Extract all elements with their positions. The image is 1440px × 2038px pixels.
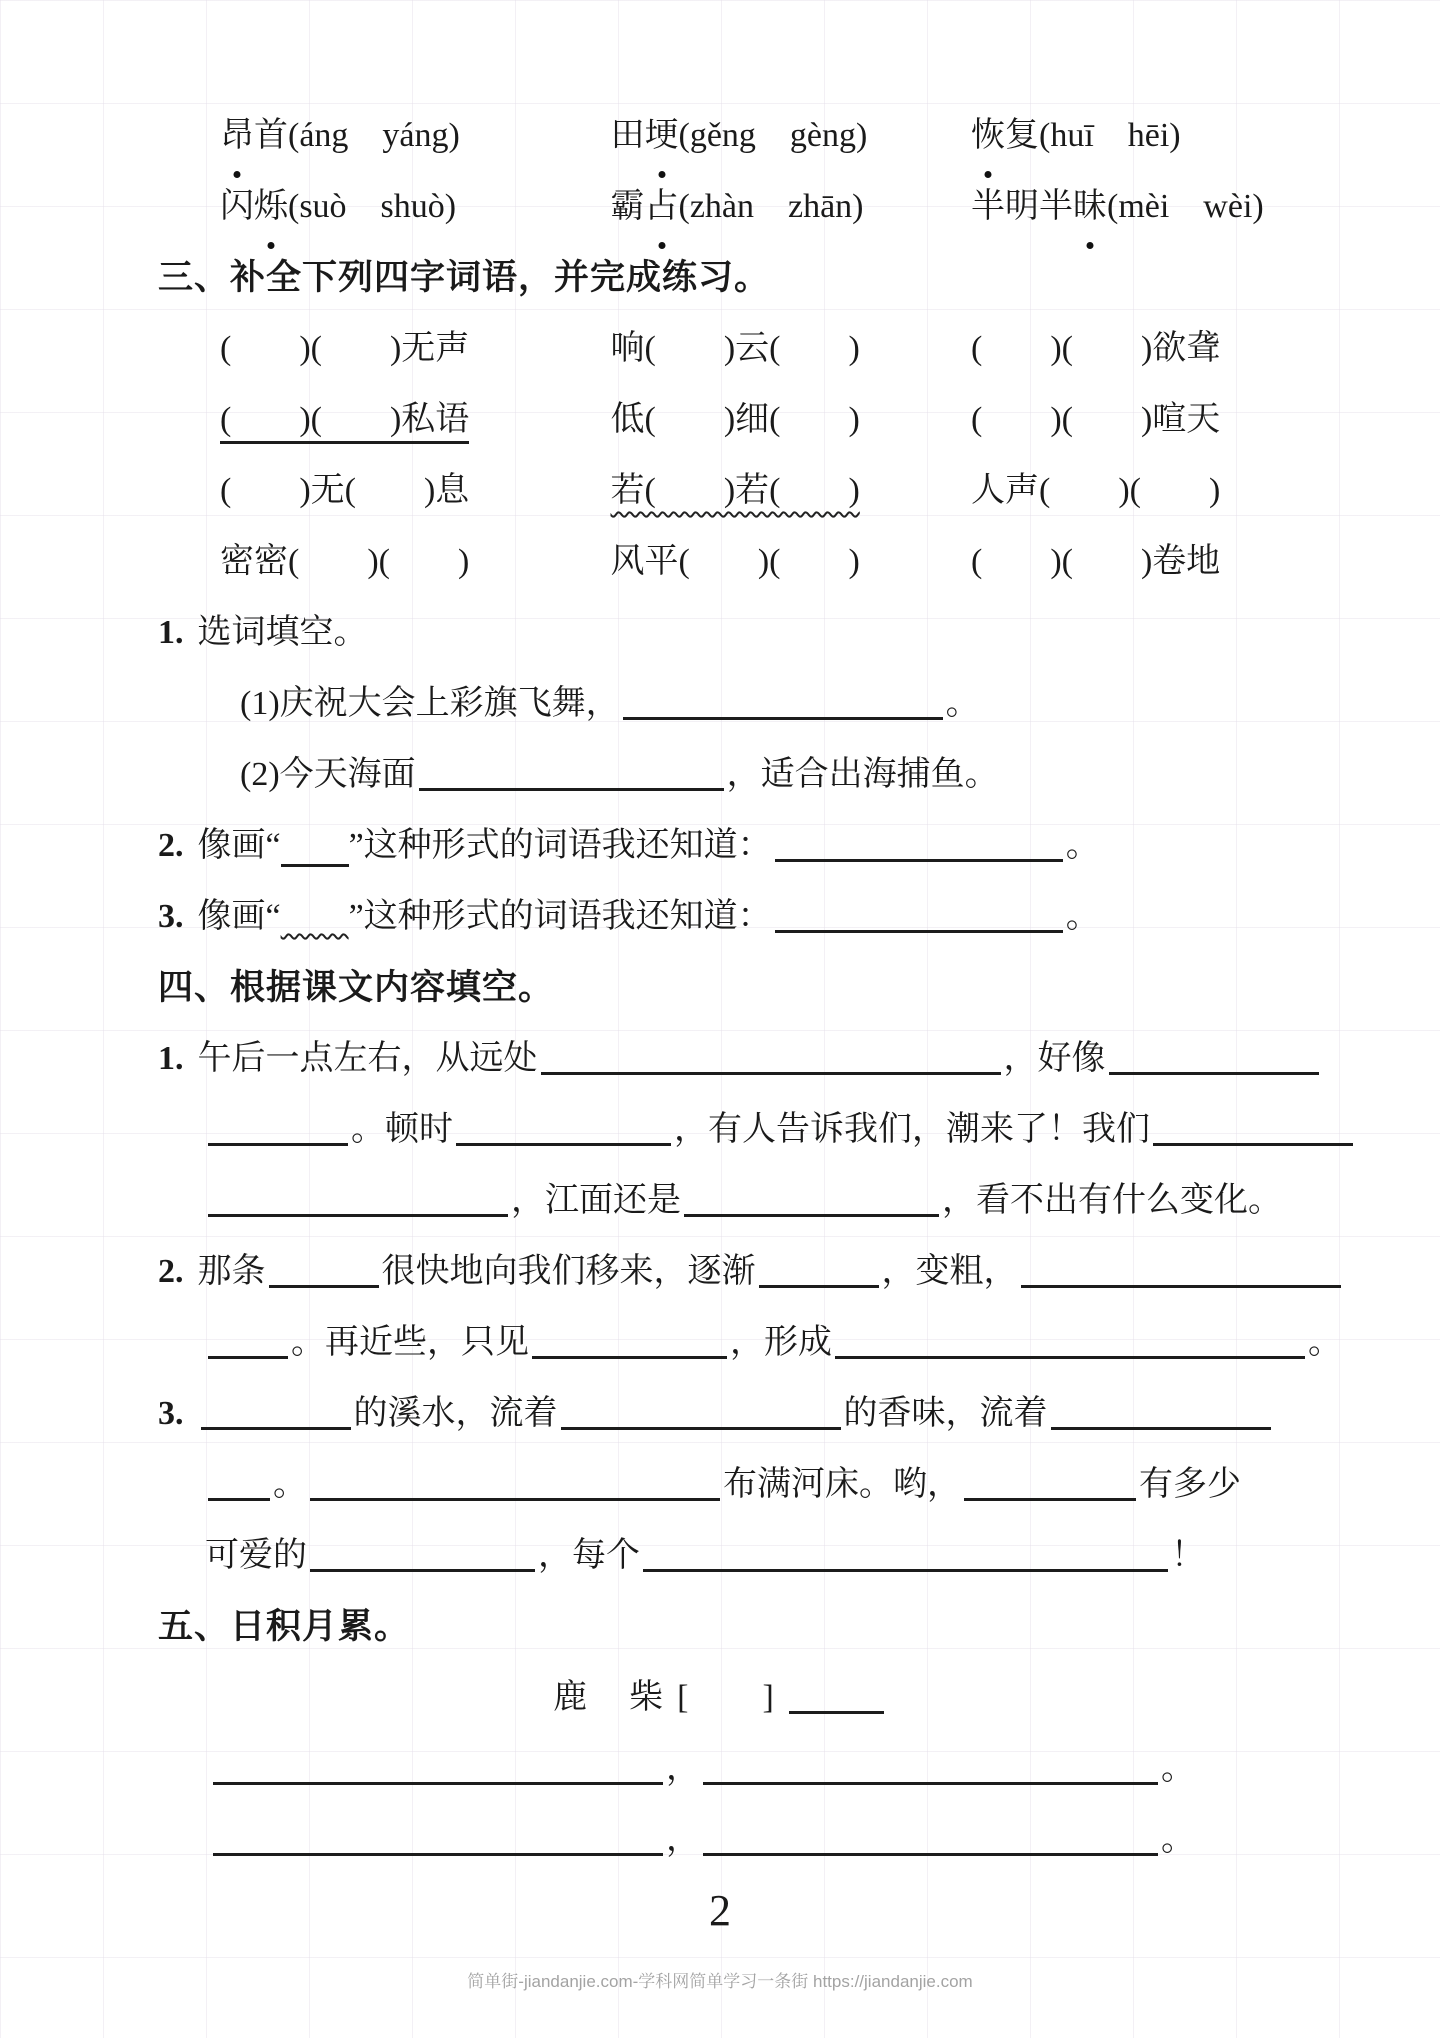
pinyin-item-text: 首(áng yáng) xyxy=(254,117,460,154)
word-cell-text: 风平( )( ) xyxy=(610,543,860,580)
question-1-item-1 xyxy=(0,668,1440,739)
answer-blank xyxy=(1051,1417,1271,1430)
sentence-text: ，每个 xyxy=(538,1537,640,1574)
verse-comma: ， xyxy=(666,1821,700,1858)
word-cell-text: 密密( )( ) xyxy=(220,543,470,580)
poem-author-brackets: [ ] xyxy=(677,1679,776,1716)
sentence-text: 。再近些，只见 xyxy=(291,1324,529,1361)
sentence-text: 。 xyxy=(273,1466,307,1503)
sentence-text: ，适合出海捕鱼。 xyxy=(726,756,999,793)
fill-item-3-line-3 xyxy=(0,1520,1440,1591)
word-cell xyxy=(971,384,1220,455)
word-cell-text: ( )无( )息 xyxy=(220,472,470,509)
section-3-heading xyxy=(0,242,1440,313)
question-3 xyxy=(0,881,1440,952)
question-1-item-2 xyxy=(0,739,1440,810)
sentence-text: 布满河床。哟， xyxy=(723,1466,961,1503)
answer-blank xyxy=(1021,1275,1341,1288)
word-cell-text: 响( )云( ) xyxy=(610,330,860,367)
answer-blank xyxy=(456,1133,671,1146)
section-5-heading-text: 五、日积月累。 xyxy=(158,1607,411,1646)
fill-item-2-line-2 xyxy=(0,1307,1440,1378)
word-cell-text: ( )( )欲聋 xyxy=(971,330,1221,367)
pinyin-choice-row-2 xyxy=(0,171,1440,242)
pinyin-item-text: (suò shuò) xyxy=(288,188,457,225)
pinyin-item xyxy=(611,171,963,242)
answer-blank xyxy=(775,849,1063,862)
answer-blank xyxy=(541,1062,1001,1075)
word-cell-text: ( )( )喧天 xyxy=(971,401,1221,438)
pinyin-choice-row-1 xyxy=(0,100,1440,171)
word-cell xyxy=(611,313,963,384)
answer-blank xyxy=(703,1843,1158,1856)
word-cell xyxy=(971,455,1220,526)
word-cell xyxy=(220,384,602,455)
poem-verse-line-2 xyxy=(0,1804,1440,1875)
pinyin-item xyxy=(220,171,602,242)
sentence-text: 可爱的 xyxy=(205,1537,307,1574)
question-number: 3. xyxy=(158,898,184,935)
footer-text: 简单街-jiandanjie.com-学科网简单学习一条街 https://jiandanjie.com xyxy=(467,1972,973,1991)
section-3-heading-text: 三、补全下列四字词语，并完成练习。 xyxy=(158,258,771,297)
sentence-text: ”这种形式的词语我还知道： xyxy=(348,827,772,864)
sentence-text: 。 xyxy=(945,685,980,722)
word-cell xyxy=(611,384,963,455)
word-grid-row-2 xyxy=(0,384,1440,455)
emphasis-dot-char: 烁 xyxy=(254,171,288,242)
sentence-text: 。 xyxy=(1308,1324,1342,1361)
answer-blank xyxy=(213,1772,663,1785)
pinyin-item xyxy=(971,100,1181,171)
answer-blank xyxy=(213,1843,663,1856)
question-number: 1. xyxy=(158,1040,184,1077)
pinyin-item-text: (zhàn zhān) xyxy=(678,188,864,225)
word-grid-row-1 xyxy=(0,313,1440,384)
question-number: 3. xyxy=(158,1395,184,1432)
page-number-text: 2 xyxy=(709,1886,731,1935)
sentence-text: 。 xyxy=(1065,898,1100,935)
wavy-line-sample xyxy=(281,898,349,935)
sentence-text: 的香味，流着 xyxy=(843,1395,1048,1432)
question-number: 2. xyxy=(158,1253,184,1290)
answer-blank xyxy=(964,1488,1136,1501)
answer-blank xyxy=(835,1346,1305,1359)
pinyin-item-text: (mèi wèi) xyxy=(1107,188,1264,225)
sentence-text: 的溪水，流着 xyxy=(353,1395,558,1432)
sentence-text: ，看不出有什么变化。 xyxy=(942,1182,1282,1219)
word-cell-text: ( )( )卷地 xyxy=(971,543,1221,580)
answer-blank xyxy=(623,707,943,720)
emphasis-dot-char: 昂 xyxy=(220,100,254,171)
pinyin-item-text: 田 xyxy=(610,117,645,154)
pinyin-item-text: (gěng gèng) xyxy=(678,117,868,154)
question-1-label xyxy=(0,597,1440,668)
fill-item-2-line-1 xyxy=(0,1236,1440,1307)
sentence-text: 有多少 xyxy=(1139,1466,1241,1503)
word-cell-text: ( )( )无声 xyxy=(220,330,470,367)
sentence-text: ！ xyxy=(1171,1537,1205,1574)
answer-blank xyxy=(1109,1062,1319,1075)
question-2 xyxy=(0,810,1440,881)
sentence-text: 很快地向我们移来，逐渐 xyxy=(381,1253,756,1290)
section-5-heading xyxy=(0,1591,1440,1662)
sentence-text: ，形成 xyxy=(730,1324,832,1361)
word-cell xyxy=(971,313,1220,384)
pinyin-item xyxy=(220,100,602,171)
answer-blank xyxy=(703,1772,1158,1785)
answer-blank xyxy=(208,1133,348,1146)
word-cell xyxy=(971,526,1220,597)
question-number: 1. xyxy=(158,614,184,651)
poem-verse-line-1 xyxy=(0,1733,1440,1804)
sentence-text: ”这种形式的词语我还知道： xyxy=(348,898,772,935)
word-cell-text-solid-underline: ( )( )私语 xyxy=(220,401,469,444)
question-number: 2. xyxy=(158,827,184,864)
word-cell xyxy=(220,455,602,526)
fill-item-1-line-2 xyxy=(0,1094,1440,1165)
answer-blank xyxy=(310,1559,535,1572)
answer-blank xyxy=(201,1417,351,1430)
sentence-text: ，有人告诉我们，潮来了！我们 xyxy=(674,1111,1150,1148)
pinyin-item xyxy=(971,171,1264,242)
pinyin-item-text: 复(huī hēi) xyxy=(1005,117,1181,154)
answer-blank xyxy=(532,1346,727,1359)
word-grid-row-3 xyxy=(0,455,1440,526)
question-text: 选词填空。 xyxy=(197,614,368,651)
section-4-heading-text: 四、根据课文内容填空。 xyxy=(158,968,555,1007)
word-cell-text: 人声( )( ) xyxy=(971,472,1221,509)
sentence-text: 。 xyxy=(1065,827,1100,864)
emphasis-dot-char: 恢 xyxy=(971,100,1005,171)
sentence-text: ，变粗， xyxy=(881,1253,1018,1290)
pinyin-item-text: 霸 xyxy=(610,188,645,225)
fill-item-3-line-1 xyxy=(0,1378,1440,1449)
answer-blank xyxy=(643,1559,1168,1572)
answer-blank xyxy=(684,1204,939,1217)
answer-blank xyxy=(775,920,1063,933)
emphasis-dot-char: 占 xyxy=(645,171,679,242)
verse-period: 。 xyxy=(1161,1821,1195,1858)
emphasis-dot-char: 埂 xyxy=(645,100,679,171)
word-cell xyxy=(220,313,602,384)
fill-item-1-line-3 xyxy=(0,1165,1440,1236)
verse-period: 。 xyxy=(1161,1750,1195,1787)
answer-blank xyxy=(561,1417,841,1430)
answer-blank xyxy=(269,1275,379,1288)
sentence-text: (2)今天海面 xyxy=(240,756,416,793)
answer-blank xyxy=(208,1488,270,1501)
poem-title-line xyxy=(0,1662,1440,1733)
word-grid-row-4 xyxy=(0,526,1440,597)
word-cell-text-wavy-underline: 若( )若( ) xyxy=(610,472,860,509)
answer-blank xyxy=(310,1488,720,1501)
sentence-text: 那条 xyxy=(197,1253,266,1290)
word-cell xyxy=(611,526,963,597)
sentence-text: 。顿时 xyxy=(351,1111,453,1148)
verse-comma: ， xyxy=(666,1750,700,1787)
sentence-text: ，好像 xyxy=(1003,1040,1106,1077)
sentence-text: 午后一点左右，从远处 xyxy=(197,1040,538,1077)
section-4-heading xyxy=(0,952,1440,1023)
pinyin-item xyxy=(611,100,963,171)
answer-blank xyxy=(208,1346,288,1359)
fill-item-3-line-2 xyxy=(0,1449,1440,1520)
answer-blank xyxy=(208,1204,508,1217)
answer-blank xyxy=(789,1701,884,1714)
poem-title: 鹿 柴 xyxy=(553,1679,668,1716)
page-number xyxy=(0,1875,1440,1946)
solid-line-sample xyxy=(281,827,349,867)
footer-watermark xyxy=(0,1946,1440,2017)
word-cell xyxy=(611,455,963,526)
sentence-text: ，江面还是 xyxy=(511,1182,681,1219)
emphasis-dot-char: 昧 xyxy=(1073,171,1107,242)
sentence-text: 像画“ xyxy=(197,827,281,864)
answer-blank xyxy=(1153,1133,1353,1146)
sentence-text: (1)庆祝大会上彩旗飞舞， xyxy=(240,685,620,722)
answer-blank xyxy=(419,778,724,791)
word-cell xyxy=(220,526,602,597)
answer-blank xyxy=(759,1275,879,1288)
fill-item-1-line-1 xyxy=(0,1023,1440,1094)
word-cell-text: 低( )细( ) xyxy=(610,401,860,438)
pinyin-item-text: 闪 xyxy=(220,188,254,225)
sentence-text: 像画“ xyxy=(197,898,281,935)
pinyin-item-text: 半明半 xyxy=(971,188,1073,225)
